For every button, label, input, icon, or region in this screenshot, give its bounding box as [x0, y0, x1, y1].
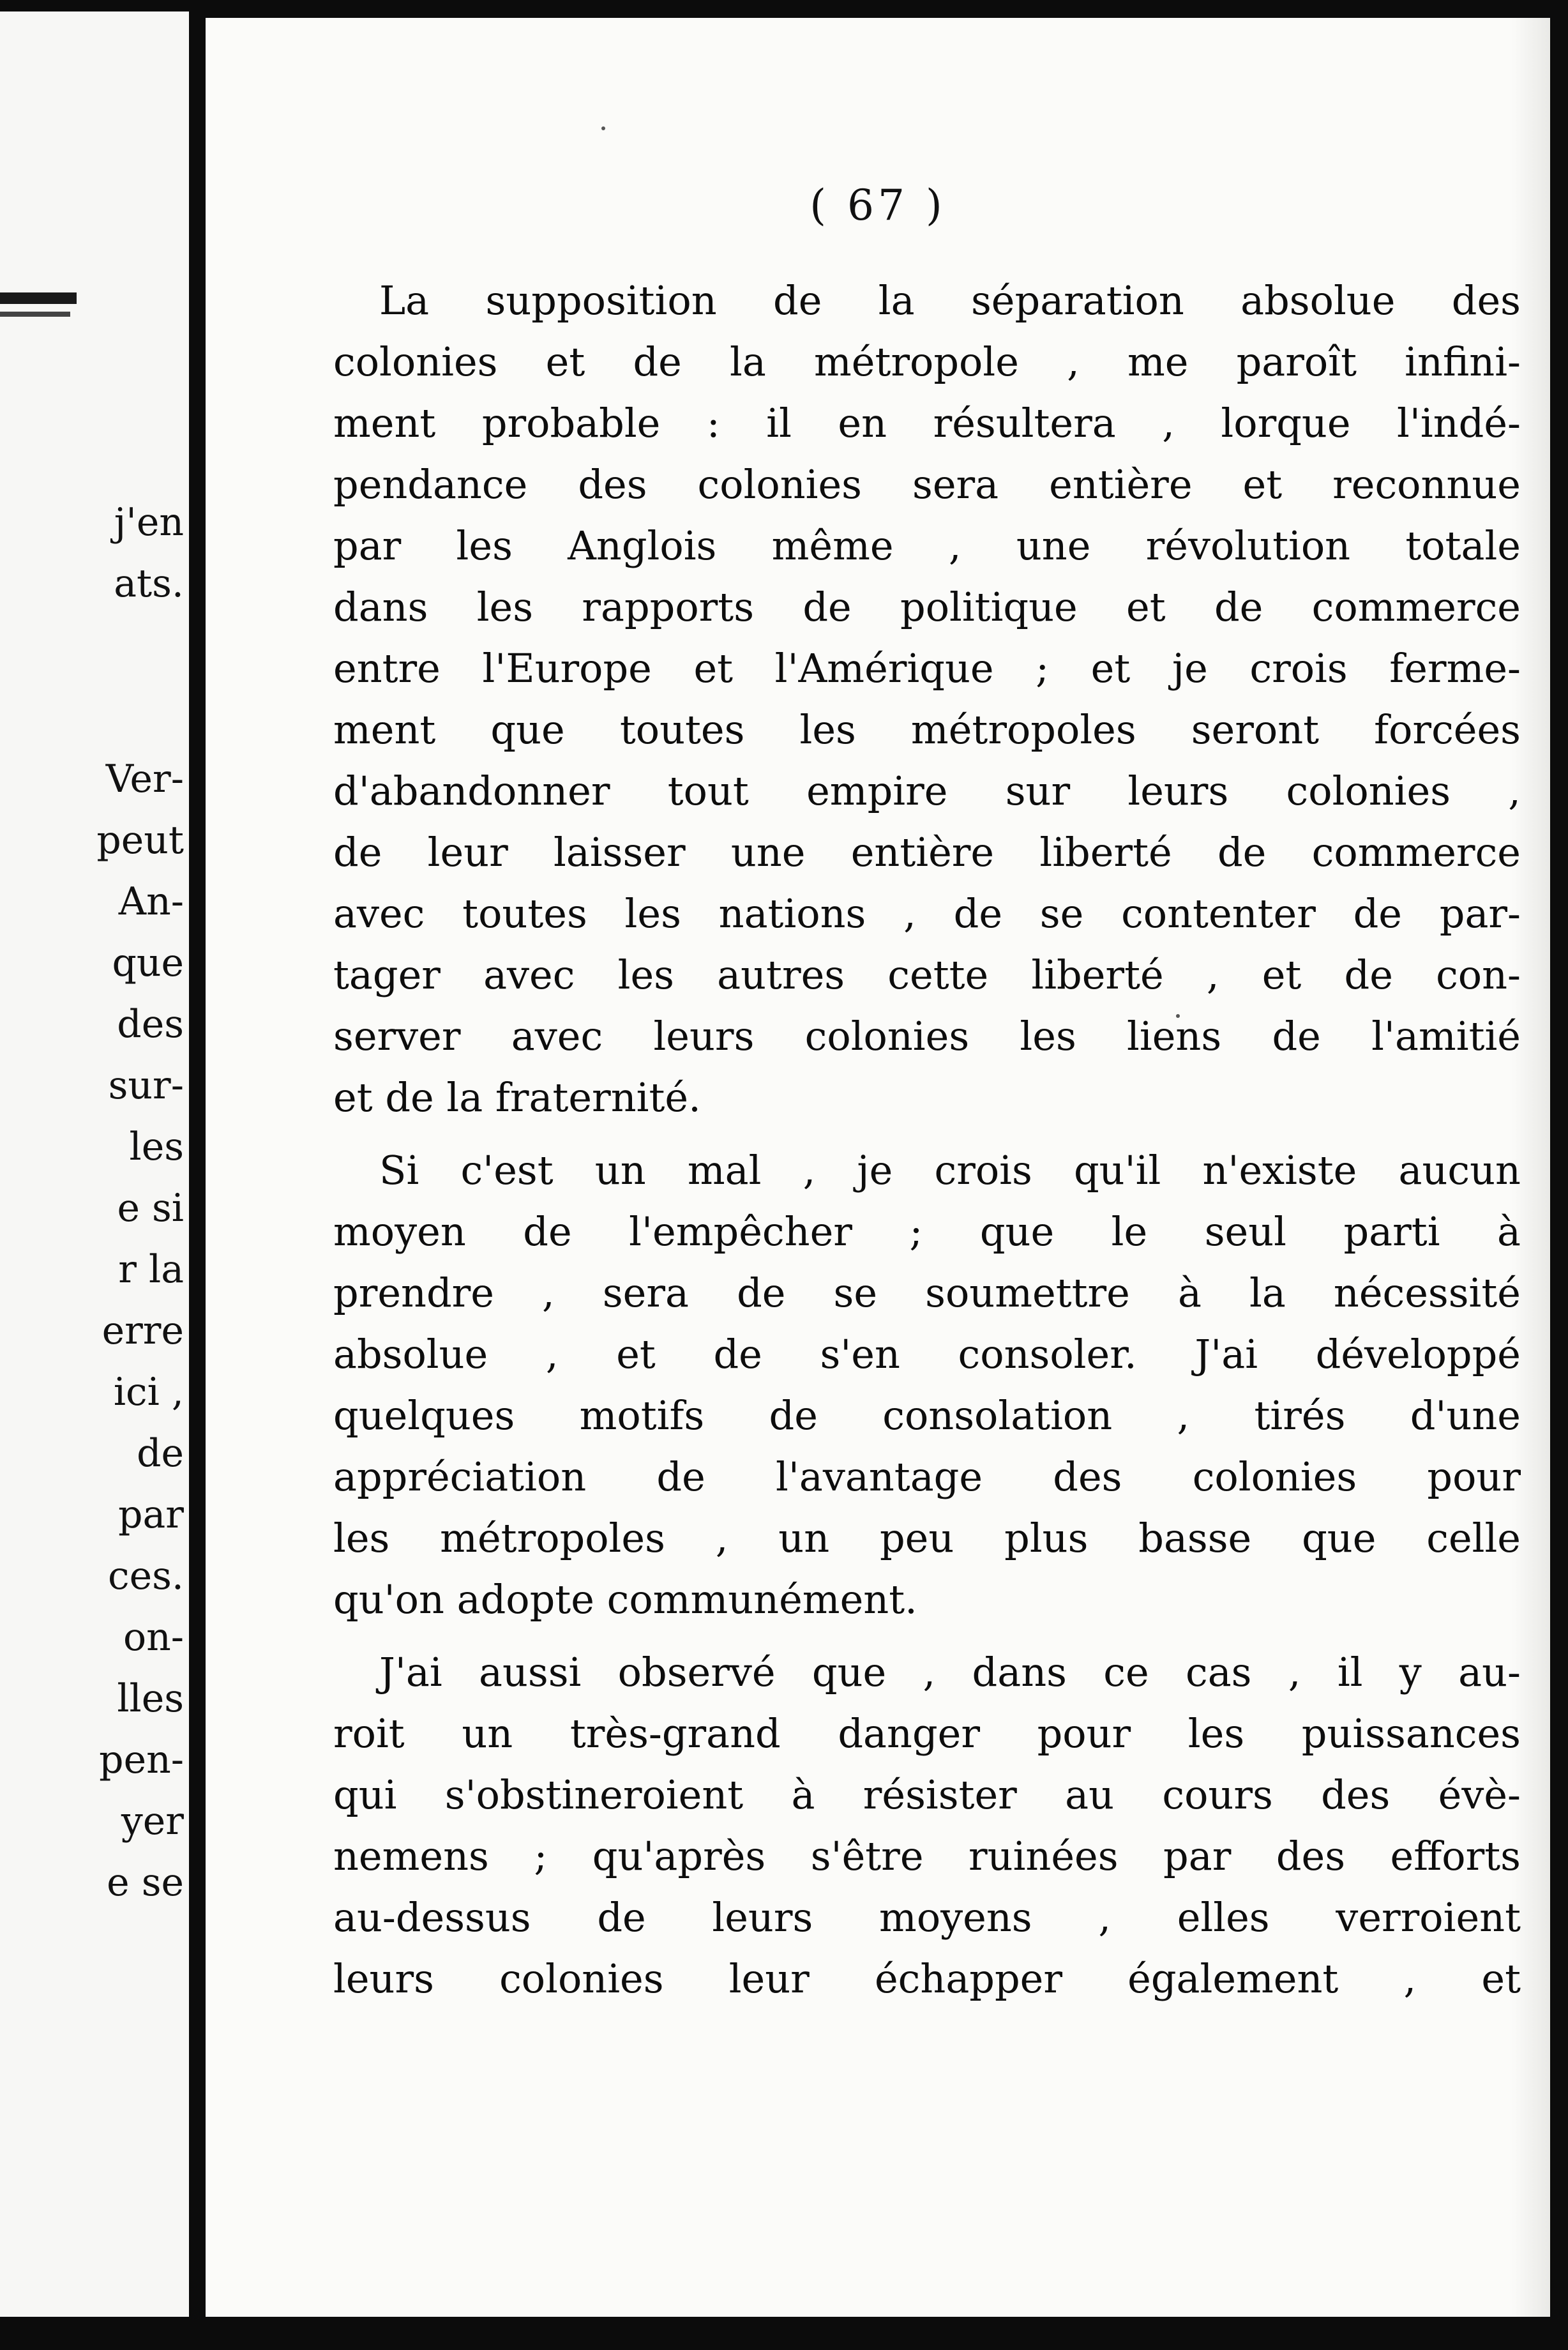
text-line: La supposition de la séparation absolue des: [379, 277, 1521, 324]
ink-smudge: [0, 292, 77, 304]
left-fragment-line: lles: [117, 1676, 184, 1721]
text-line: server avec leurs colonies les liens de l'amitié: [333, 1013, 1521, 1059]
left-fragment-line: ats.: [114, 561, 184, 606]
text-line: d'abandonner tout empire sur leurs colonies ,: [333, 768, 1521, 814]
left-fragment-line: An-: [118, 879, 184, 924]
left-fragment-line: j'en: [114, 500, 184, 545]
text-line: avec toutes les nations , de se contenter de par-: [333, 890, 1521, 937]
text-line: au-dessus de leurs moyens , elles verroient: [333, 1894, 1521, 1941]
left-fragment-line: yer: [121, 1799, 184, 1844]
text-line: et de la fraternité.: [333, 1074, 701, 1121]
left-fragment-line: ces.: [108, 1554, 184, 1598]
text-line: dans les rapports de politique et de commerce: [333, 584, 1521, 630]
text-line: les métropoles , un peu plus basse que celle: [333, 1515, 1521, 1561]
paragraph-2: [333, 1140, 1521, 1630]
left-fragment-line: peut: [96, 818, 184, 863]
left-fragment-line: que: [112, 941, 184, 985]
paragraph-3: [333, 1642, 1521, 2010]
text-line: prendre , sera de se soumettre à la nécessité: [333, 1270, 1521, 1316]
text-line: pendance des colonies sera entière et reconnue: [333, 461, 1521, 508]
paragraph-1: [333, 270, 1521, 1128]
text-line: qu'on adopte communément.: [333, 1576, 917, 1623]
left-fragment-line: on-: [123, 1615, 184, 1660]
text-line: ment probable : il en résultera , lorque l'indé-: [333, 400, 1521, 446]
left-fragment-line: Ver-: [105, 757, 184, 801]
left-fragment-line: r la: [118, 1247, 184, 1292]
left-fragment-line: pen-: [99, 1738, 184, 1782]
left-fragment-line: de: [137, 1431, 184, 1476]
text-line: entre l'Europe et l'Amérique ; et je crois ferme-: [333, 645, 1521, 692]
text-line: ment que toutes les métropoles seront forcées: [333, 706, 1521, 753]
text-line: quelques motifs de consolation , tirés d'une: [333, 1392, 1521, 1439]
paper-speck: [601, 126, 605, 130]
text-line: colonies et de la métropole , me paroît infini-: [333, 338, 1521, 385]
text-line: de leur laisser une entière liberté de commerce: [333, 829, 1521, 876]
text-line: absolue , et de s'en consoler. J'ai développé: [333, 1331, 1521, 1377]
left-fragment-line: erre: [102, 1308, 184, 1353]
text-line: moyen de l'empêcher ; que le seul parti à: [333, 1208, 1521, 1255]
text-line: qui s'obstineroient à résister au cours des évè-: [333, 1771, 1521, 1818]
text-line: roit un très-grand danger pour les puissances: [333, 1710, 1521, 1757]
text-line: par les Anglois même , une révolution totale: [333, 522, 1521, 569]
left-fragment-line: des: [117, 1002, 184, 1047]
ink-smudge: [0, 312, 70, 317]
left-fragment-line: sur-: [108, 1063, 184, 1108]
text-line: leurs colonies leur échapper également , et: [333, 1955, 1521, 2002]
left-fragment-line: les: [129, 1125, 184, 1169]
left-fragment-line: e si: [117, 1186, 184, 1231]
left-fragment-line: ici ,: [113, 1370, 184, 1414]
main-page: [206, 18, 1550, 2317]
text-line: nemens ; qu'après s'être ruinées par des efforts: [333, 1833, 1521, 1879]
text-line: appréciation de l'avantage des colonies pour: [333, 1453, 1521, 1500]
book-gutter: [189, 0, 206, 2350]
page-number: ( 67 ): [810, 181, 946, 230]
body-text: [333, 270, 1521, 2010]
text-line: tager avec les autres cette liberté , et de con-: [333, 951, 1521, 998]
left-fragment-line: par: [118, 1492, 184, 1537]
text-line: Si c'est un mal , je crois qu'il n'existe aucun: [379, 1147, 1521, 1194]
left-fragment-line: e se: [107, 1860, 184, 1905]
left-facing-page: [0, 11, 189, 2317]
text-line: J'ai aussi observé que , dans ce cas , il y au-: [379, 1649, 1521, 1695]
